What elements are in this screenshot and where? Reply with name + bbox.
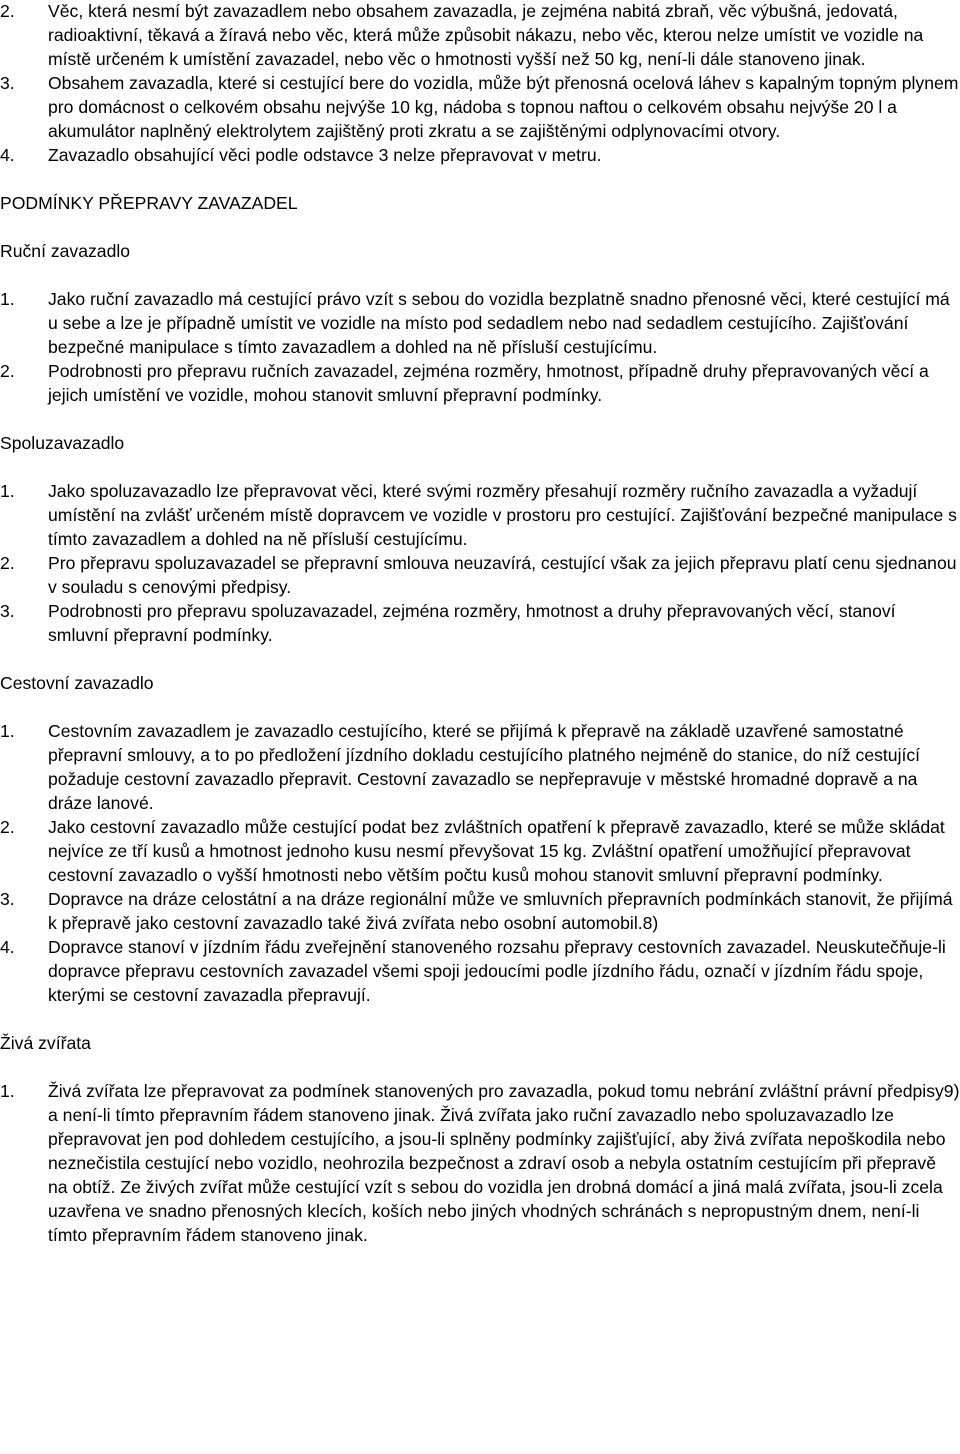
item-text: Pro přepravu spoluzavazadel se přepravní smlouva neuzavírá, cestující však za jejich přepravu platí cenu sjednanou v souladu s cenovými předpisy. bbox=[48, 553, 957, 597]
section-title: Ruční zavazadlo bbox=[0, 241, 131, 261]
item-text: Dopravce na dráze celostátní a na dráze regionální může ve smluvních přepravních podmínkách stanovit, že přijímá k přepravě jako cestovní zavazadlo také živá zvířata nebo osobní automobil.8) bbox=[48, 889, 953, 933]
list-item bbox=[0, 479, 960, 551]
item-number: 3. bbox=[0, 889, 15, 909]
item-number: 2. bbox=[0, 817, 15, 837]
list-item bbox=[0, 143, 960, 167]
item-number: 2. bbox=[0, 553, 15, 573]
list-item bbox=[0, 887, 960, 935]
item-text: Dopravce stanoví v jízdním řádu zveřejnění stanoveného rozsahu přepravy cestovních zavazadel. Neuskutečňuje-li dopravce přepravu cestovních zavazadel všemi spoji jedoucími podle jízdního řádu, označí v jízdním řádu spoje, kterými se cestovní zavazadla přepravují. bbox=[48, 937, 946, 1005]
item-number: 1. bbox=[0, 289, 15, 309]
list-item bbox=[0, 359, 960, 407]
item-text: Zavazadlo obsahující věci podle odstavce 3 nelze přepravovat v metru. bbox=[48, 145, 602, 165]
section-list bbox=[0, 479, 960, 647]
item-text: Cestovním zavazadlem je zavazadlo cestujícího, které se přijímá k přepravě na základě uzavřené samostatné přepravní smlouvy, a to po předložení jízdního dokladu cestujícího platného nejméně do stanice, do níž cestující požaduje cestovní zavazadlo přepravit. Cestovní zavazadlo se nepřepravuje v městské hromadné dopravě a na dráze lanové. bbox=[48, 721, 921, 813]
item-text: Věc, která nesmí být zavazadlem nebo obsahem zavazadla, je zejména nabitá zbraň, věc výbušná, jedovatá, radioaktivní, těkavá a žíravá nebo věc, která může způsobit nákazu, nebo věc, kterou nelze umístit ve vozidle na místě určeném k umístění zavazadel, nebo věc o hmotnosti vyšší než 50 kg, není-li dále stanoveno jinak. bbox=[48, 1, 924, 69]
main-heading: PODMÍNKY PŘEPRAVY ZAVAZADEL bbox=[0, 193, 298, 213]
item-number: 2. bbox=[0, 1, 15, 21]
item-number: 4. bbox=[0, 145, 15, 165]
section-list bbox=[0, 719, 960, 1007]
item-text: Jako cestovní zavazadlo může cestující podat bez zvláštních opatření k přepravě zavazadlo, které se může skládat nejvíce ze tří kusů a hmotnost jednoho kusu nesmí převyšovat 15 kg. Zvláštní opatření umožňující přepravovat cestovní zavazadlo o vyšší hmotnosti nebo větším počtu kusů mohou stanovit smluvní přepravní podmínky. bbox=[48, 817, 945, 885]
section-list bbox=[0, 287, 960, 407]
item-number: 3. bbox=[0, 73, 15, 93]
list-item bbox=[0, 287, 960, 359]
section-list bbox=[0, 1079, 960, 1247]
list-item bbox=[0, 1079, 960, 1247]
item-text: Podrobnosti pro přepravu spoluzavazadel, zejména rozměry, hmotnost a druhy přepravovaných věcí, stanoví smluvní přepravní podmínky. bbox=[48, 601, 896, 645]
list-item bbox=[0, 0, 960, 71]
list-item bbox=[0, 551, 960, 599]
item-text: Obsahem zavazadla, které si cestující bere do vozidla, může být přenosná ocelová láhev s kapalným topným plynem pro domácnost o celkovém obsahu nejvýše 10 kg, nádoba s topnou naftou o celkovém obsahu nejvýše 20 l a akumulátor naplněný elektrolytem zajištěný proti zkratu a se zajištěnými odplynovacími otvory. bbox=[48, 73, 959, 141]
item-number: 1. bbox=[0, 721, 15, 741]
item-number: 1. bbox=[0, 481, 15, 501]
section-title: Živá zvířata bbox=[0, 1033, 91, 1053]
list-item bbox=[0, 935, 960, 1007]
item-text: Jako ruční zavazadlo má cestující právo vzít s sebou do vozidla bezplatně snadno přenosné věci, které cestující má u sebe a lze je případně umístit ve vozidle na místo pod sedadlem nebo nad sedadlem cestujícího. Zajišťování bezpečné manipulace s tímto zavazadlem a dohled na ně přísluší cestujícímu. bbox=[48, 289, 950, 357]
list-item bbox=[0, 71, 960, 143]
item-number: 3. bbox=[0, 601, 15, 621]
item-text: Živá zvířata lze přepravovat za podmínek stanovených pro zavazadla, pokud tomu nebrání zvláštní právní předpisy9) a není-li tímto přepravním řádem stanoveno jinak. Živá zvířata jako ruční zavazadlo nebo spoluzavazadlo lze přepravovat jen pod dohledem cestujícího, a jsou-li splněny podmínky zajišťující, aby živá zvířata nepoškodila nebo neznečistila cestující nebo vozidlo, neohrozila bezpečnost a zdraví osob a nebyla ostatním cestujícím při přepravě na obtíž. Ze živých zvířat může cestující vzít s sebou do vozidla jen drobná domácí a jiná malá zvířata, jsou-li zcela uzavřena ve snadno přenosných klecích, koších nebo jiných vhodných schránách s nepropustným dnem, není-li tímto přepravním řádem stanoveno jinak. bbox=[48, 1081, 960, 1245]
list-item bbox=[0, 719, 960, 815]
section-title: Cestovní zavazadlo bbox=[0, 673, 154, 693]
item-number: 4. bbox=[0, 937, 15, 957]
item-number: 2. bbox=[0, 361, 15, 381]
intro-list bbox=[0, 0, 960, 167]
list-item bbox=[0, 815, 960, 887]
item-number: 1. bbox=[0, 1081, 15, 1101]
item-text: Jako spoluzavazadlo lze přepravovat věci, které svými rozměry přesahují rozměry ručního zavazadla a vyžadují umístění na zvlášť určeném místě dopravcem ve vozidle v prostoru pro cestující. Zajišťování bezpečné manipulace s tímto zavazadlem a dohled na ně přísluší cestujícímu. bbox=[48, 481, 957, 549]
list-item bbox=[0, 599, 960, 647]
section-title: Spoluzavazadlo bbox=[0, 433, 125, 453]
item-text: Podrobnosti pro přepravu ručních zavazadel, zejména rozměry, hmotnost, případně druhy přepravovaných věcí a jejich umístění ve vozidle, mohou stanovit smluvní přepravní podmínky. bbox=[48, 361, 929, 405]
